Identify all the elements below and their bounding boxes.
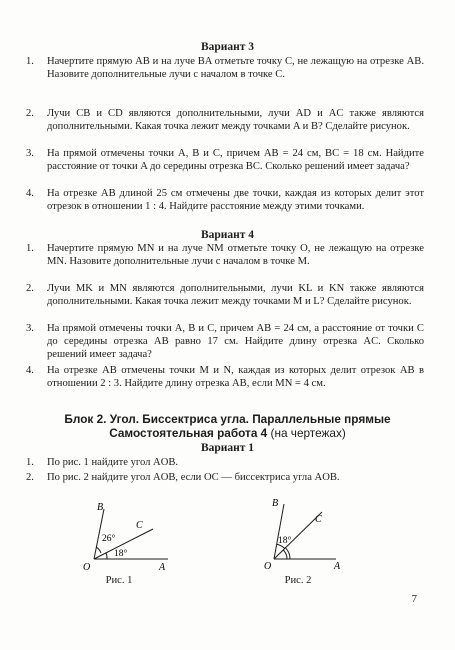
independent-work-label: Самостоятельная работа 4: [109, 426, 268, 440]
angle-label-boc: 26°: [102, 534, 116, 544]
task-text: На прямой отмечены точки A, B и C, причем AB = 24 см, а расстояние от точки C до середины отрезка AB равно 17 см. Найдите длину отрезка AC. Сколько решений имеет задача?: [47, 323, 424, 360]
label-b: B: [272, 498, 279, 509]
label-o: O: [264, 561, 272, 571]
block-2-task-2: [26, 472, 424, 485]
angle-label-coa: 18°: [114, 549, 128, 559]
task-number: 3.: [26, 323, 34, 334]
arc-boc: [96, 547, 101, 553]
task-text: По рис. 1 найдите угол AOB.: [47, 457, 179, 468]
block-2-heading: [0, 412, 455, 440]
task-text: На отрезке AB отмечены точки M и N, каждая из которых делит отрезок AB в отношении 2 : 3. Найдите длину отрезка AB, если MN = 4 см.: [47, 365, 424, 389]
task-number: 4.: [26, 365, 34, 376]
variant-3-task-1: [26, 56, 424, 82]
task-text: Начертите прямую MN и на луче NM отметьте точку O, не лежащую на отрезке MN. Назовите дополнительные лучи с началом в точке M.: [47, 243, 424, 267]
angle-label-boc: 18°: [278, 536, 292, 546]
independent-work-note: (на чертежах): [270, 426, 346, 440]
arc-coa-inner: [283, 550, 287, 559]
task-number: 1.: [26, 243, 34, 254]
task-number: 1.: [26, 56, 34, 67]
task-text: На прямой отмечены точки A, B и C, причем AB = 24 см, BC = 18 см. Найдите расстояние от точки A до середины отрезка BC. Сколько решений имеет задача?: [47, 148, 424, 172]
variant-3-task-4: [26, 188, 424, 214]
task-number: 2.: [26, 472, 34, 483]
task-number: 2.: [26, 108, 34, 119]
label-b: B: [97, 502, 104, 513]
task-number: 4.: [26, 188, 34, 199]
block-2-task-1: [26, 457, 424, 470]
label-a: A: [334, 561, 341, 571]
block-2-variant-1-title: Вариант 1: [200, 442, 255, 454]
variant-3-task-2: [26, 108, 424, 134]
figure-1-drawing: [80, 500, 180, 572]
figure-2-drawing: [258, 495, 358, 571]
label-a: A: [159, 562, 166, 572]
label-c: C: [315, 514, 322, 525]
task-text: Начертите прямую AB и на луче BA отметьте точку C, не лежащую на отрезке AB. Назовите дополнительные лучи с началом в точке C.: [47, 56, 424, 80]
variant-3-task-3: [26, 148, 424, 174]
task-text: На отрезке AB длиной 25 см отмечены две точки, каждая из которых делит этот отрезок в отношении 1 : 4. Найдите расстояние между этими точками.: [47, 188, 424, 212]
task-text: Лучи MK и MN являются дополнительными, лучи KL и KN также являются дополнительными. Какая точка лежит между точками M и L? Сделайте рисунок.: [47, 283, 424, 307]
block-2-title: Блок 2. Угол. Биссектриса угла. Параллельные прямые: [64, 412, 391, 426]
figure-1: [80, 500, 180, 572]
task-text: Лучи CB и CD являются дополнительными, лучи AD и AC также являются дополнительными. Какая точка лежит между точками A и B? Сделайте рисунок.: [47, 108, 424, 132]
variant-4-task-4: [26, 365, 424, 391]
variant-4-task-3: [26, 323, 424, 362]
variant-4-task-2: [26, 283, 424, 309]
figure-2: [258, 495, 358, 571]
independent-work-title: [0, 426, 455, 440]
variant-3-title: Вариант 3: [200, 41, 255, 53]
task-number: 1.: [26, 457, 34, 468]
variant-4-task-1: [26, 243, 424, 269]
figure-2-caption: Рис. 2: [284, 575, 312, 586]
figure-1-caption: Рис. 1: [105, 575, 133, 586]
task-number: 2.: [26, 283, 34, 294]
task-text: По рис. 2 найдите угол AOB, если OC — биссектриса угла AOB.: [47, 472, 340, 483]
task-number: 3.: [26, 148, 34, 159]
arc-coa: [106, 553, 107, 559]
variant-4-title: Вариант 4: [200, 229, 255, 241]
label-c: C: [136, 520, 143, 531]
page-number: 7: [411, 593, 417, 605]
label-o: O: [83, 562, 91, 572]
